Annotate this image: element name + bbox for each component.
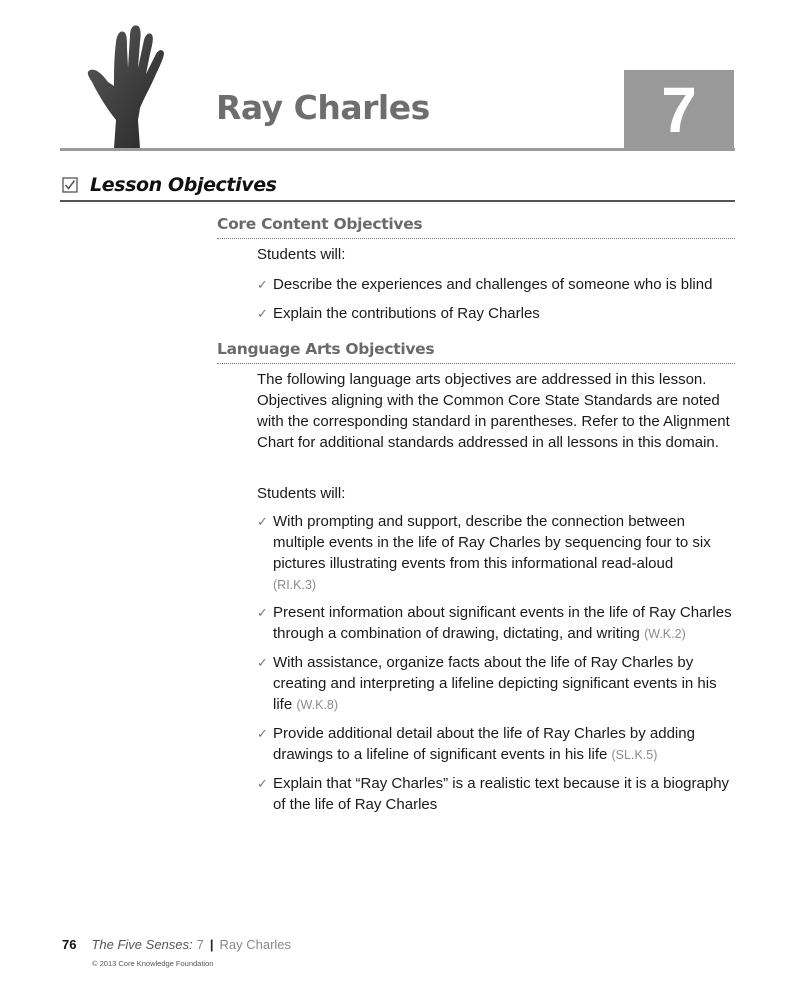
dotted-divider: [217, 363, 735, 364]
header-divider: [60, 148, 735, 151]
chapter-name: Ray Charles: [219, 937, 292, 952]
checkmark-icon: ✓: [257, 605, 268, 620]
footer-separator: |: [209, 937, 214, 952]
language-arts-heading: Language Arts Objectives: [217, 340, 435, 358]
page-footer: [62, 937, 291, 952]
checkmark-icon: ✓: [257, 277, 268, 292]
copyright: © 2013 Core Knowledge Foundation: [92, 959, 214, 968]
checkmark-icon: ✓: [257, 776, 268, 791]
students-will-label: Students will:: [257, 246, 346, 263]
objective-item: ✓ Present information about significant events in the life of Ray Charles through a combination of drawing, dictating, and writing (W.K.2): [257, 602, 737, 645]
lesson-number-badge: [624, 70, 734, 148]
objective-item: ✓ Explain that “Ray Charles” is a realistic text because it is a biography of the life of Ray Charles: [257, 775, 730, 813]
checkbox-checked-icon: [62, 177, 78, 193]
core-content-heading: Core Content Objectives: [217, 215, 423, 233]
checkmark-icon: ✓: [257, 514, 268, 529]
dotted-divider: [217, 238, 735, 239]
objective-item: ✓ With assistance, organize facts about the life of Ray Charles by creating and interpreting a lifeline depicting significant events in his life (W.K.8): [257, 652, 737, 716]
objective-item: ✓ Explain the contributions of Ray Charles: [257, 305, 540, 322]
standard-code: (W.K.2): [644, 627, 686, 641]
standard-code: (RI.K.3): [273, 578, 317, 592]
objective-item: ✓ With prompting and support, describe the connection between multiple events in the life of Ray Charles by sequencing four to six pictures illustrating events from this informational read-aloud (RI.K.3): [257, 511, 737, 596]
unit-number: 7: [196, 937, 204, 952]
section-heading: [62, 174, 277, 196]
page-number: 76: [62, 937, 77, 952]
checkmark-icon: ✓: [257, 726, 268, 741]
checkmark-icon: ✓: [257, 306, 268, 321]
book-title: The Five Senses:: [91, 937, 193, 952]
lesson-title: Ray Charles: [216, 88, 430, 127]
students-will-label: Students will:: [257, 485, 346, 502]
lesson-number: 7: [661, 74, 697, 146]
section-divider: [60, 200, 735, 202]
standard-code: (W.K.8): [296, 698, 339, 712]
checkmark-icon: ✓: [257, 655, 268, 670]
standard-code: (SL.K.5): [611, 748, 658, 762]
section-title: Lesson Objectives: [90, 174, 277, 196]
raised-hand-icon: [84, 24, 184, 148]
language-arts-intro-paragraph: The following language arts objectives are addressed in this lesson. Objectives aligning with the Common Core State Standards are noted with the corresponding standard in parentheses. Refer to the Alignment Chart for additional standards addressed in all lessons in this domain.: [257, 371, 730, 451]
objective-item: ✓ Describe the experiences and challenges of someone who is blind: [257, 276, 713, 293]
objective-item: ✓ Provide additional detail about the life of Ray Charles by adding drawings to a lifeline of significant events in his life (SL.K.5): [257, 723, 737, 766]
